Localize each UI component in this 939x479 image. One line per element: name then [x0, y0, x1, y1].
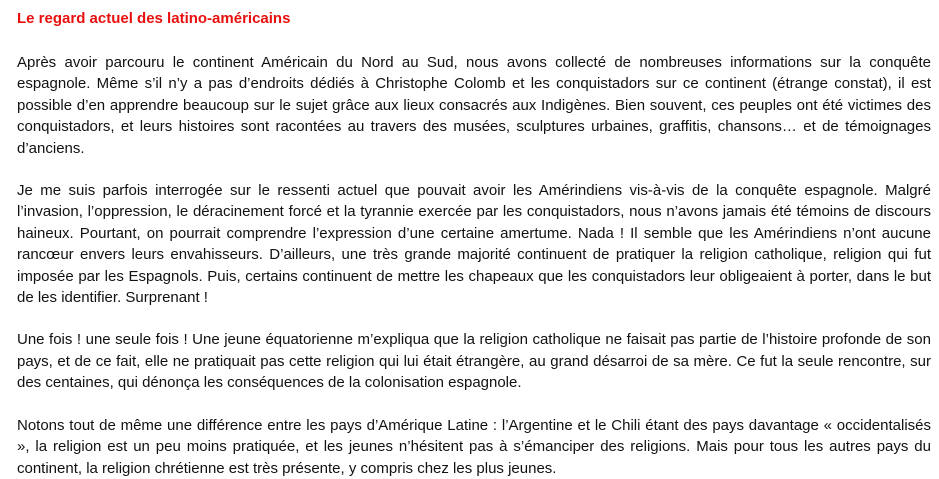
- paragraph-3: Une fois ! une seule fois ! Une jeune équatorienne m’expliqua que la religion catholique ne faisait pas partie de l’histoire profonde de son pays, et de ce fait, elle ne pratiquait pas cette religion qui lui était étrangère, au grand désarroi de sa mère. Ce fut la seule rencontre, sur des centaines, qui dénonça les conséquences de la colonisation espagnole.: [17, 331, 931, 392]
- article-title: Le regard actuel des latino-américains: [17, 10, 291, 27]
- paragraph-1: Après avoir parcouru le continent Américain du Nord au Sud, nous avons collecté de nombreuses informations sur la conquête espagnole. Même s’il n’y a pas d’endroits dédiés à Christophe Colomb et les conquistadors sur ce continent (étrange constat), il est possible d’en apprendre beaucoup sur le sujet grâce aux lieux consacrés aux Indigènes. Bien souvent, ces peuples ont été victimes des conquistadors, et leurs histoires sont racontées au travers des musées, sculptures urbaines, graffitis, chansons… et de témoignages d’anciens.: [17, 54, 931, 157]
- paragraph-2: Je me suis parfois interrogée sur le ressenti actuel que pouvait avoir les Amérindiens vis-à-vis de la conquête espagnole. Malgré l’invasion, l’oppression, le déracinement forcé et la tyrannie exercée par les conquistadors, nous n’avons jamais été témoins de discours haineux. Pourtant, on pourrait comprendre l’expression d’une certaine amertume. Nada ! Il semble que les Amérindiens n’ont aucune rancœur envers leurs envahisseurs. D’ailleurs, une très grande majorité continuent de pratiquer la religion catholique, religion qui fut imposée par les Espagnols. Puis, certains continuent de mettre les chapeaux que les conquistadors leur obligeaient à porter, dans le but de les identifier. Surprenant !: [17, 182, 931, 307]
- paragraph-4: Notons tout de même une différence entre les pays d’Amérique Latine : l’Argentine et le Chili étant des pays davantage « occidentalisés », la religion est un peu moins pratiquée, et les jeunes n’hésitent pas à s’émanciper des religions. Mais pour tous les autres pays du continent, la religion chrétienne est très présente, y compris chez les plus jeunes.: [17, 416, 931, 477]
